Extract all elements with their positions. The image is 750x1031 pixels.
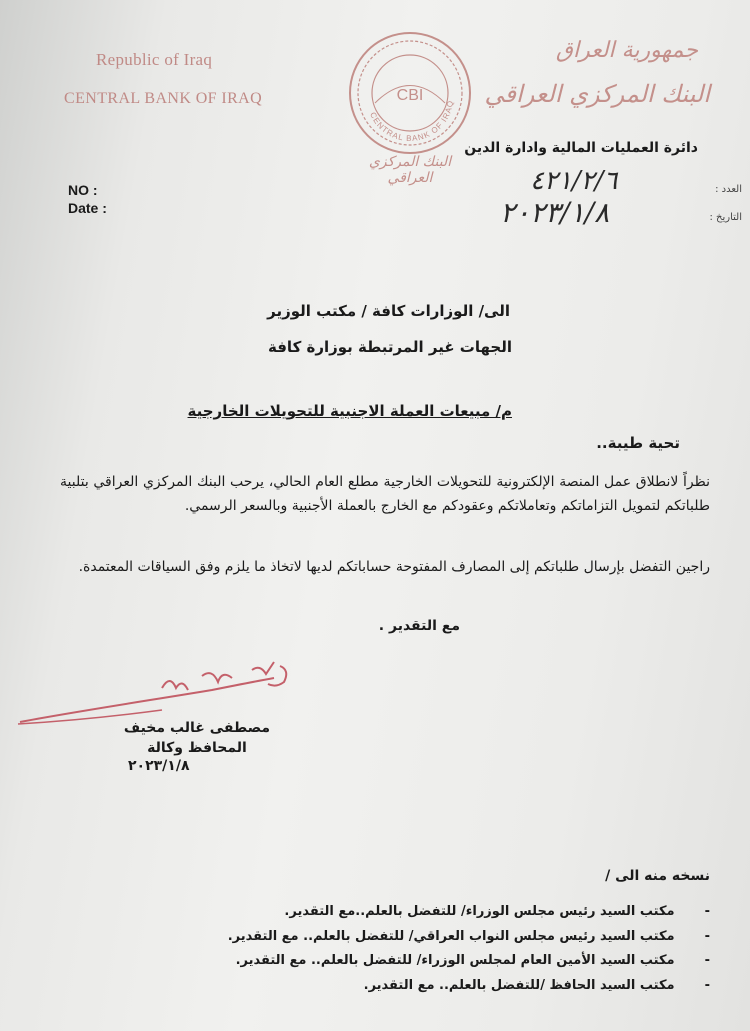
copies-list <box>190 900 710 998</box>
department-name: دائرة العمليات المالية وادارة الدين <box>464 140 698 156</box>
handwritten-ref-date: ٢٠٢٣/١/٨ <box>500 196 610 229</box>
closing-regards: مع التقدير . <box>378 618 460 634</box>
ref-no-label: العدد : <box>715 184 742 195</box>
signatory-date: ٢٠٢٣/١/٨ <box>128 758 190 774</box>
copy-recipient-1: - مكتب السيد رئيس مجلس الوزراء/ للتفضل بالعلم..مع التقدير. <box>190 900 710 925</box>
cbi-seal-logo <box>345 28 475 158</box>
addressee-line-1: الى/ الوزارات كافة / مكتب الوزير <box>267 302 510 320</box>
addressee-line-2: الجهات غير المرتبطة بوزارة كافة <box>268 338 512 356</box>
seal-text: CBI <box>396 87 424 104</box>
letterhead-ar-country: جمهورية العراق <box>555 38 698 63</box>
copy-recipient-4: - مكتب السيد الحافظ /للتفضل بالعلم.. مع التقدير. <box>190 974 710 999</box>
letterhead-ar-bank: البنك المركزي العراقي <box>484 80 710 108</box>
seal-ar-caption: البنك المركزي العراقي <box>368 154 452 186</box>
body-paragraph-2: راجين التفضل بإرسال طلباتكم إلى المصارف المفتوحة حساباتكم لديها لاتخاذ ما يلزم وفق السياقات المعتمدة. <box>78 559 710 575</box>
letterhead-en-bank: CENTRAL BANK OF IRAQ <box>64 90 263 107</box>
greeting: تحية طيبة.. <box>596 434 680 452</box>
copies-heading: نسخه منه الى / <box>605 868 710 884</box>
seal-ring-text: CENTRAL BANK OF IRAQ <box>368 99 456 144</box>
body-paragraph-1: نظراً لانطلاق عمل المنصة الإلكترونية للتحويلات الخارجية مطلع العام الحالي، يرحب البنك المركزي العراقي بتلبية طلباتكم لتمويل التزاماتكم وتعاملاتكم وعقودكم مع الخارج بالعملة الأجنبية وبالسعر الرسمي. <box>60 474 710 514</box>
no-label: NO : <box>68 182 98 198</box>
signatory-block <box>112 718 282 758</box>
copy-recipient-2: - مكتب السيد رئيس مجلس النواب العراقي/ للتفضل بالعلم.. مع التقدير. <box>190 925 710 950</box>
letterhead-en-country: Republic of Iraq <box>96 50 213 69</box>
signatory-name: مصطفى غالب مخيف <box>123 720 271 736</box>
letter-subject: م/ مبيعات العملة الاجنبية للتحويلات الخارجية <box>187 402 512 420</box>
ref-date-label: التاريخ : <box>709 212 742 223</box>
date-label: Date : <box>68 200 107 216</box>
handwritten-ref-number: ٤٢١/٢/٦ <box>530 166 618 196</box>
copy-recipient-3: - مكتب السيد الأمين العام لمجلس الوزراء/ للتفضل بالعلم.. مع التقدير. <box>190 949 710 974</box>
signatory-title: المحافظ وكالة <box>147 740 247 756</box>
